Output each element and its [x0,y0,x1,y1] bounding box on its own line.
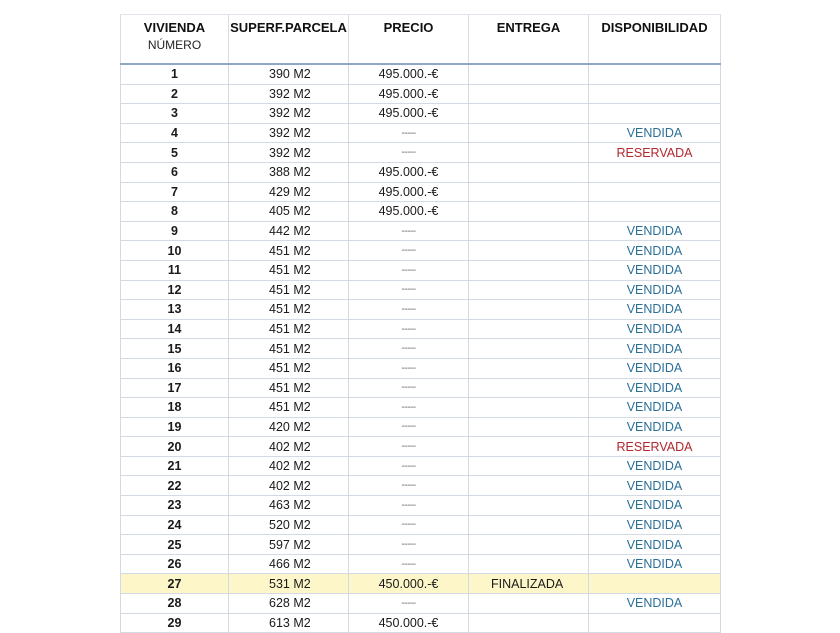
cell-precio: ----- [349,398,469,418]
cell-disponibilidad: VENDIDA [589,456,721,476]
cell-superficie: 520 M2 [229,515,349,535]
cell-disponibilidad: VENDIDA [589,398,721,418]
table-row [121,182,721,202]
cell-superficie: 451 M2 [229,378,349,398]
cell-precio: ----- [349,300,469,320]
cell-superficie: 429 M2 [229,182,349,202]
cell-precio: ----- [349,339,469,359]
table-row [121,260,721,280]
cell-vivienda-number: 12 [121,280,229,300]
header-row [121,15,721,65]
cell-disponibilidad [589,202,721,222]
cell-vivienda-number: 21 [121,456,229,476]
availability-table-container [120,14,720,633]
cell-superficie: 628 M2 [229,594,349,614]
cell-entrega [469,515,589,535]
cell-entrega [469,162,589,182]
cell-superficie: 442 M2 [229,221,349,241]
cell-precio: ----- [349,476,469,496]
table-row [121,241,721,261]
header-disponibilidad: DISPONIBILIDAD [589,15,721,65]
cell-vivienda-number: 16 [121,358,229,378]
cell-entrega [469,554,589,574]
table-row [121,594,721,614]
cell-disponibilidad: VENDIDA [589,535,721,555]
table-row [121,64,721,84]
table-row [121,162,721,182]
table-row [121,378,721,398]
cell-entrega [469,417,589,437]
cell-entrega [469,496,589,516]
cell-disponibilidad: VENDIDA [589,417,721,437]
cell-precio: 450.000.-€ [349,574,469,594]
cell-precio: ----- [349,515,469,535]
header-entrega: ENTREGA [469,15,589,65]
cell-superficie: 402 M2 [229,456,349,476]
cell-entrega [469,202,589,222]
cell-disponibilidad [589,162,721,182]
header-precio: PRECIO [349,15,469,65]
cell-vivienda-number: 27 [121,574,229,594]
cell-entrega [469,241,589,261]
table-row [121,319,721,339]
cell-vivienda-number: 3 [121,104,229,124]
cell-precio: ----- [349,260,469,280]
cell-precio: ----- [349,554,469,574]
cell-vivienda-number: 20 [121,437,229,457]
table-row [121,84,721,104]
cell-superficie: 451 M2 [229,241,349,261]
table-body [121,64,721,633]
table-row [121,535,721,555]
cell-superficie: 390 M2 [229,64,349,84]
cell-precio: ----- [349,594,469,614]
cell-vivienda-number: 14 [121,319,229,339]
cell-disponibilidad: VENDIDA [589,594,721,614]
cell-vivienda-number: 15 [121,339,229,359]
cell-entrega [469,182,589,202]
cell-vivienda-number: 23 [121,496,229,516]
cell-entrega [469,476,589,496]
cell-entrega [469,535,589,555]
cell-precio: ----- [349,496,469,516]
cell-entrega [469,143,589,163]
cell-superficie: 388 M2 [229,162,349,182]
cell-entrega [469,300,589,320]
cell-vivienda-number: 17 [121,378,229,398]
cell-superficie: 451 M2 [229,260,349,280]
cell-vivienda-number: 2 [121,84,229,104]
header-vivienda [121,15,229,65]
cell-superficie: 392 M2 [229,123,349,143]
cell-superficie: 531 M2 [229,574,349,594]
cell-vivienda-number: 28 [121,594,229,614]
header-vivienda-label: VIVIENDA [143,20,206,35]
table-row [121,437,721,457]
cell-disponibilidad [589,574,721,594]
table-row [121,143,721,163]
cell-vivienda-number: 13 [121,300,229,320]
cell-superficie: 402 M2 [229,437,349,457]
table-row [121,104,721,124]
cell-precio: 495.000.-€ [349,182,469,202]
cell-vivienda-number: 25 [121,535,229,555]
cell-entrega [469,280,589,300]
table-header [121,15,721,65]
cell-precio: ----- [349,535,469,555]
cell-precio: ----- [349,437,469,457]
cell-disponibilidad: VENDIDA [589,319,721,339]
cell-entrega [469,319,589,339]
cell-entrega [469,64,589,84]
cell-entrega [469,123,589,143]
cell-entrega [469,594,589,614]
cell-superficie: 466 M2 [229,554,349,574]
table-row [121,398,721,418]
cell-superficie: 451 M2 [229,280,349,300]
cell-disponibilidad: VENDIDA [589,554,721,574]
header-superficie: SUPERF.PARCELA [229,15,349,65]
cell-precio: ----- [349,241,469,261]
cell-precio: 495.000.-€ [349,104,469,124]
cell-precio: 495.000.-€ [349,162,469,182]
cell-vivienda-number: 26 [121,554,229,574]
cell-vivienda-number: 1 [121,64,229,84]
cell-superficie: 392 M2 [229,143,349,163]
cell-disponibilidad: VENDIDA [589,476,721,496]
table-row [121,339,721,359]
availability-table [120,14,721,633]
cell-vivienda-number: 6 [121,162,229,182]
cell-superficie: 451 M2 [229,358,349,378]
table-row [121,476,721,496]
cell-superficie: 451 M2 [229,339,349,359]
cell-superficie: 451 M2 [229,398,349,418]
cell-disponibilidad: VENDIDA [589,515,721,535]
cell-disponibilidad [589,104,721,124]
cell-entrega [469,260,589,280]
table-row [121,515,721,535]
cell-disponibilidad: VENDIDA [589,358,721,378]
header-vivienda-sublabel: NÚMERO [147,38,202,52]
cell-disponibilidad: VENDIDA [589,378,721,398]
cell-vivienda-number: 5 [121,143,229,163]
table-row [121,456,721,476]
cell-vivienda-number: 11 [121,260,229,280]
cell-vivienda-number: 22 [121,476,229,496]
cell-entrega [469,378,589,398]
cell-superficie: 451 M2 [229,319,349,339]
cell-entrega [469,84,589,104]
cell-disponibilidad: VENDIDA [589,496,721,516]
table-row [121,221,721,241]
cell-entrega [469,437,589,457]
cell-precio: 495.000.-€ [349,84,469,104]
cell-superficie: 402 M2 [229,476,349,496]
cell-precio: 495.000.-€ [349,202,469,222]
table-row [121,300,721,320]
cell-precio: ----- [349,417,469,437]
cell-precio: ----- [349,123,469,143]
cell-precio: ----- [349,456,469,476]
cell-vivienda-number: 19 [121,417,229,437]
cell-entrega: FINALIZADA [469,574,589,594]
cell-disponibilidad [589,64,721,84]
cell-vivienda-number: 29 [121,613,229,633]
table-row [121,202,721,222]
cell-disponibilidad: VENDIDA [589,339,721,359]
cell-entrega [469,398,589,418]
cell-disponibilidad: VENDIDA [589,280,721,300]
cell-superficie: 613 M2 [229,613,349,633]
cell-precio: ----- [349,280,469,300]
cell-superficie: 420 M2 [229,417,349,437]
table-row [121,123,721,143]
cell-vivienda-number: 10 [121,241,229,261]
table-row [121,496,721,516]
cell-precio: 495.000.-€ [349,64,469,84]
cell-superficie: 392 M2 [229,84,349,104]
table-row [121,574,721,594]
cell-superficie: 405 M2 [229,202,349,222]
cell-entrega [469,221,589,241]
cell-superficie: 597 M2 [229,535,349,555]
cell-disponibilidad [589,84,721,104]
cell-disponibilidad: RESERVADA [589,143,721,163]
cell-precio: ----- [349,378,469,398]
cell-vivienda-number: 18 [121,398,229,418]
cell-disponibilidad: VENDIDA [589,241,721,261]
cell-entrega [469,456,589,476]
cell-vivienda-number: 9 [121,221,229,241]
cell-entrega [469,358,589,378]
cell-vivienda-number: 24 [121,515,229,535]
cell-disponibilidad: VENDIDA [589,123,721,143]
cell-vivienda-number: 8 [121,202,229,222]
cell-superficie: 392 M2 [229,104,349,124]
table-row [121,417,721,437]
cell-disponibilidad [589,182,721,202]
cell-disponibilidad: RESERVADA [589,437,721,457]
table-row [121,554,721,574]
cell-entrega [469,104,589,124]
cell-superficie: 451 M2 [229,300,349,320]
cell-precio: ----- [349,319,469,339]
cell-precio: ----- [349,143,469,163]
cell-precio: ----- [349,358,469,378]
cell-disponibilidad: VENDIDA [589,221,721,241]
table-row [121,280,721,300]
cell-disponibilidad: VENDIDA [589,260,721,280]
cell-precio: ----- [349,221,469,241]
cell-vivienda-number: 4 [121,123,229,143]
cell-entrega [469,339,589,359]
table-row [121,358,721,378]
cell-precio: 450.000.-€ [349,613,469,633]
cell-vivienda-number: 7 [121,182,229,202]
cell-superficie: 463 M2 [229,496,349,516]
cell-disponibilidad: VENDIDA [589,300,721,320]
